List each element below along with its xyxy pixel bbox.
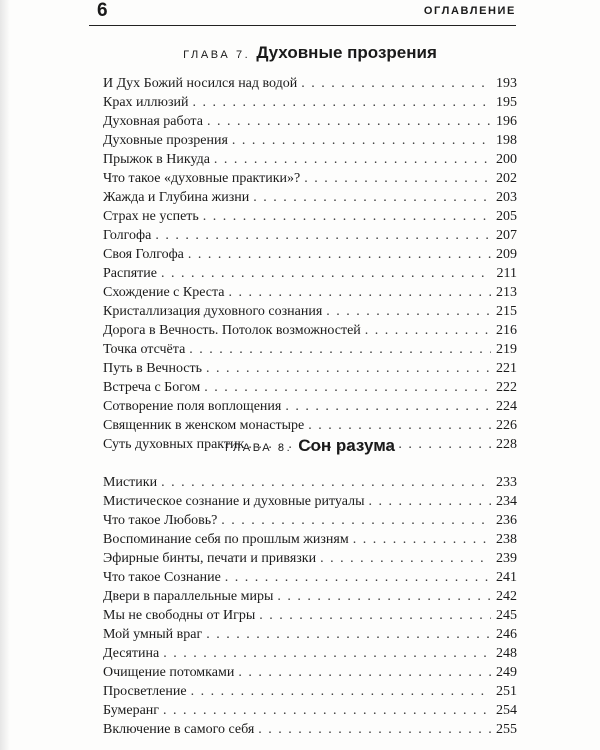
- leader-dots: [277, 587, 491, 606]
- leader-dots: [304, 169, 491, 188]
- entry-page: 246: [496, 627, 517, 642]
- leader-dots: [193, 93, 492, 112]
- entry-title: Священник в женском монастыре: [103, 418, 305, 433]
- toc-entry[interactable]: [103, 150, 517, 169]
- entry-title: Голгофа: [103, 228, 152, 243]
- toc-entry[interactable]: [103, 587, 517, 606]
- entry-page: 228: [496, 437, 517, 452]
- entry-title: Мистическое сознание и духовные ритуалы: [103, 494, 365, 509]
- entry-title: Схождение с Креста: [103, 285, 225, 300]
- entry-page: 248: [496, 646, 517, 661]
- toc-entry[interactable]: [103, 663, 517, 682]
- leader-dots: [258, 720, 491, 739]
- entry-title: Суть духовных практик: [103, 437, 245, 452]
- entry-title: Распятие: [103, 266, 157, 281]
- header-rule: [89, 25, 516, 26]
- toc-entry[interactable]: [103, 264, 517, 283]
- leader-dots: [232, 131, 491, 150]
- page-edge-shadow: [0, 0, 10, 750]
- page-header: [0, 0, 600, 26]
- entry-title: Десятина: [103, 646, 160, 661]
- entry-title: Путь в Вечность: [103, 361, 203, 376]
- leader-dots: [206, 625, 491, 644]
- toc-entry[interactable]: [103, 302, 517, 321]
- entry-page: 255: [496, 722, 517, 737]
- toc-entry[interactable]: [103, 131, 517, 150]
- leader-dots: [326, 302, 491, 321]
- entry-title: Очищение потомками: [103, 665, 235, 680]
- entry-page: 233: [496, 475, 517, 490]
- entry-title: Точка отсчёта: [103, 342, 186, 357]
- toc-entry[interactable]: [103, 226, 517, 245]
- entry-title: Включение в самого себя: [103, 722, 255, 737]
- leader-dots: [368, 492, 491, 511]
- entry-page: 251: [496, 684, 517, 699]
- entry-title: Прыжок в Никуда: [103, 152, 210, 167]
- entry-title: Воспоминание себя по прошлым жизням: [103, 532, 349, 547]
- entry-title: Просветление: [103, 684, 187, 699]
- chapter-7: [103, 40, 517, 454]
- toc-entry[interactable]: [103, 568, 517, 587]
- toc-entry[interactable]: [103, 473, 517, 492]
- entry-title: И Дух Божий носился над водой: [103, 76, 298, 91]
- leader-dots: [225, 568, 491, 587]
- entry-page: 215: [496, 304, 517, 319]
- entry-title: Своя Голгофа: [103, 247, 184, 262]
- entry-page: 207: [496, 228, 517, 243]
- entry-page: 254: [496, 703, 517, 718]
- toc-entry[interactable]: [103, 283, 517, 302]
- entry-title: Страх не успеть: [103, 209, 199, 224]
- entry-page: 234: [496, 494, 517, 509]
- entry-page: 241: [496, 570, 517, 585]
- entry-page: 219: [496, 342, 517, 357]
- entry-title: Эфирные бинты, печати и привязки: [103, 551, 317, 566]
- chapter-heading: [103, 40, 517, 66]
- leader-dots: [214, 150, 491, 169]
- entry-title: Двери в параллельные миры: [103, 589, 274, 604]
- entry-page: 200: [496, 152, 517, 167]
- leader-dots: [188, 245, 491, 264]
- leader-dots: [238, 663, 491, 682]
- toc-entry[interactable]: [103, 188, 517, 207]
- entry-page: 245: [496, 608, 517, 623]
- leader-dots: [189, 340, 491, 359]
- entry-page: 242: [496, 589, 517, 604]
- toc-entry[interactable]: [103, 644, 517, 663]
- leader-dots: [163, 644, 491, 663]
- toc-entry[interactable]: [103, 359, 517, 378]
- entry-title: Что такое Любовь?: [103, 513, 218, 528]
- entry-page: 222: [496, 380, 517, 395]
- leader-dots: [191, 682, 491, 701]
- toc-entry[interactable]: [103, 207, 517, 226]
- entry-title: Что такое Сознание: [103, 570, 221, 585]
- chapter-title: Духовные прозрения: [256, 43, 437, 62]
- leader-dots: [353, 530, 491, 549]
- leader-dots: [365, 321, 491, 340]
- entry-page: 209: [496, 247, 517, 262]
- toc-list: [103, 74, 517, 454]
- entry-page: 196: [496, 114, 517, 129]
- entry-page: 193: [496, 76, 517, 91]
- leader-dots: [259, 606, 491, 625]
- toc-entry[interactable]: [103, 93, 517, 112]
- entry-title: Бумеранг: [103, 703, 160, 718]
- toc-entry[interactable]: [103, 397, 517, 416]
- entry-title: Что такое «духовные практики»?: [103, 171, 301, 186]
- toc-entry[interactable]: [103, 606, 517, 625]
- toc-entry[interactable]: [103, 321, 517, 340]
- entry-title: Мой умный враг: [103, 627, 203, 642]
- entry-page: 195: [496, 95, 517, 110]
- leader-dots: [204, 378, 491, 397]
- entry-title: Мы не свободны от Игры: [103, 608, 256, 623]
- toc-entry[interactable]: [103, 625, 517, 644]
- leader-dots: [301, 74, 491, 93]
- page-number: 6: [97, 0, 108, 21]
- chapter-label: ГЛАВА 8.: [225, 442, 293, 454]
- leader-dots: [229, 283, 492, 302]
- toc-entry[interactable]: [103, 511, 517, 530]
- toc-entry[interactable]: [103, 549, 517, 568]
- leader-dots: [320, 549, 491, 568]
- entry-title: Жажда и Глубина жизни: [103, 190, 250, 205]
- leader-dots: [285, 397, 491, 416]
- running-head: ОГЛАВЛЕНИЕ: [423, 5, 516, 17]
- entry-page: 216: [496, 323, 517, 338]
- entry-page: 226: [496, 418, 517, 433]
- toc-entry[interactable]: [103, 112, 517, 131]
- entry-title: Крах иллюзий: [103, 95, 189, 110]
- entry-page: 239: [496, 551, 517, 566]
- entry-page: 203: [496, 190, 517, 205]
- chapter-8: [103, 433, 517, 739]
- entry-title: Духовная работа: [103, 114, 203, 129]
- entry-title: Кристаллизация духовного сознания: [103, 304, 323, 319]
- entry-page: 202: [496, 171, 517, 186]
- toc-entry[interactable]: [103, 530, 517, 549]
- leader-dots: [206, 359, 491, 378]
- leader-dots: [155, 226, 491, 245]
- entry-page: 211: [496, 266, 517, 281]
- leader-dots: [163, 701, 491, 720]
- toc-entry[interactable]: [103, 682, 517, 701]
- leader-dots: [253, 188, 491, 207]
- toc-entry[interactable]: [103, 701, 517, 720]
- leader-dots: [207, 112, 491, 131]
- toc-entry[interactable]: [103, 720, 517, 739]
- leader-dots: [221, 511, 491, 530]
- toc-entry[interactable]: [103, 340, 517, 359]
- entry-title: Сотворение поля воплощения: [103, 399, 282, 414]
- entry-page: 249: [496, 665, 517, 680]
- entry-page: 205: [496, 209, 517, 224]
- entry-title: Дорога в Вечность. Потолок возможностей: [103, 323, 361, 338]
- entry-page: 221: [496, 361, 517, 376]
- toc-list: [103, 473, 517, 739]
- toc-entry[interactable]: [103, 169, 517, 188]
- toc-entry[interactable]: [103, 74, 517, 93]
- entry-page: 198: [496, 133, 517, 148]
- entry-title: Духовные прозрения: [103, 133, 228, 148]
- leader-dots: [203, 207, 491, 226]
- toc-entry[interactable]: [103, 245, 517, 264]
- entry-title: Встреча с Богом: [103, 380, 201, 395]
- entry-page: 236: [496, 513, 517, 528]
- chapter-heading: [103, 433, 517, 459]
- toc-entry[interactable]: [103, 492, 517, 511]
- chapter-label: ГЛАВА 7.: [183, 49, 251, 61]
- leader-dots: [161, 473, 491, 492]
- entry-page: 224: [496, 399, 517, 414]
- chapter-title: Сон разума: [298, 436, 395, 455]
- entry-page: 213: [496, 285, 517, 300]
- entry-title: Мистики: [103, 475, 158, 490]
- entry-page: 238: [496, 532, 517, 547]
- toc-entry[interactable]: [103, 378, 517, 397]
- leader-dots: [161, 264, 491, 283]
